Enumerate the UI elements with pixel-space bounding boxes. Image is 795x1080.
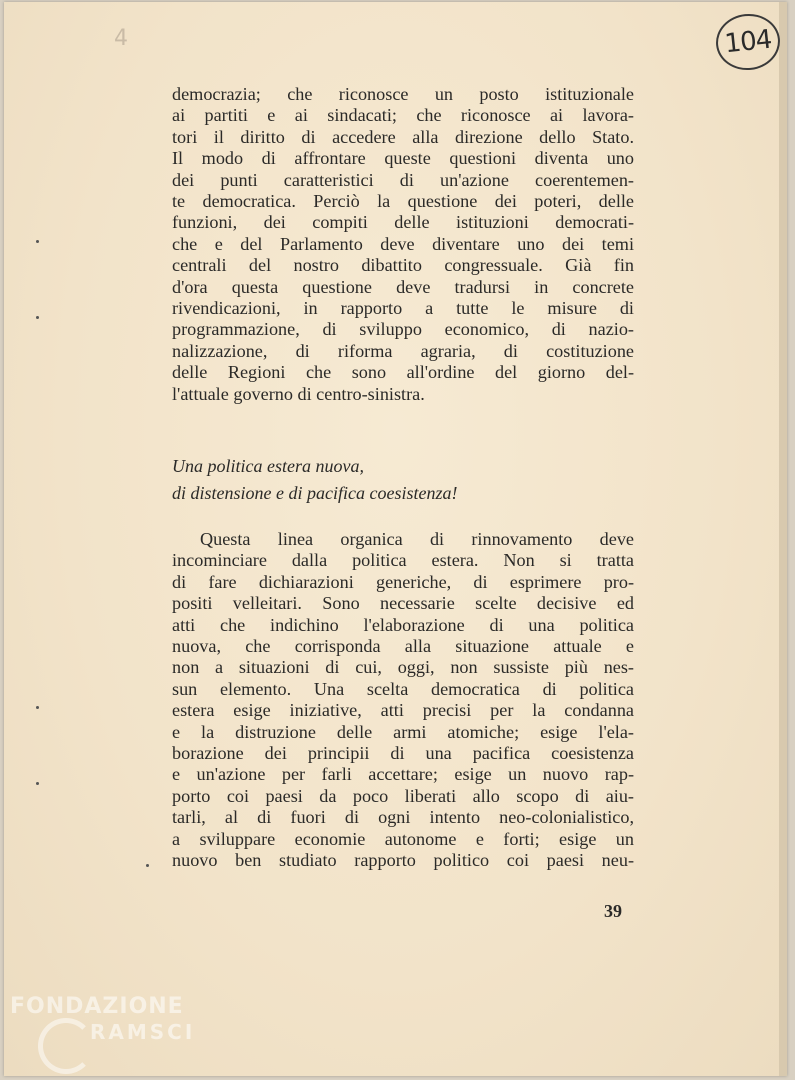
text-line: centrali del nostro dibattito congressuale. Già fin — [172, 255, 634, 276]
folio-number-circled: 104 — [713, 11, 783, 73]
text-line: te democratica. Perciò la questione dei poteri, delle — [172, 191, 634, 212]
text-line: estera esige iniziative, atti precisi per la condanna — [172, 700, 634, 721]
text-line: borazione dei principii di una pacifica coesistenza — [172, 743, 634, 764]
margin-dot — [146, 864, 149, 867]
text-line: tori il diritto di accedere alla direzione dello Stato. — [172, 126, 634, 147]
paragraph-foreign-policy — [172, 529, 634, 872]
page-edge-shadow — [779, 2, 787, 1076]
text-line: nuovo ben studiato rapporto politico coi paesi neu- — [172, 850, 634, 871]
text-line: nuova, che corrisponda alla situazione attuale e — [172, 636, 634, 657]
archive-watermark — [10, 994, 210, 1074]
text-line: dei punti caratteristici di un'azione coerentemen- — [172, 169, 634, 190]
text-line: ai partiti e ai sindacati; che riconosce ai lavora- — [172, 105, 634, 126]
text-line: delle Regioni che sono all'ordine del giorno del- — [172, 362, 634, 383]
text-line: positi velleitari. Sono necessarie scelte decisive ed — [172, 593, 634, 614]
margin-dot — [36, 316, 39, 319]
heading-line: Una politica estera nuova, — [172, 456, 364, 476]
text-line: non a situazioni di cui, oggi, non sussiste più nes- — [172, 657, 634, 678]
text-line: a sviluppare economie autonome e forti; esige un — [172, 828, 634, 849]
margin-dot — [36, 782, 39, 785]
text-line: l'attuale governo di centro-sinistra. — [172, 383, 425, 404]
text-line: di fare dichiarazioni generiche, di esprimere pro- — [172, 571, 634, 592]
margin-dot — [36, 240, 39, 243]
watermark-line: RAMSCI — [90, 1020, 196, 1044]
paragraph-democracy — [172, 84, 634, 405]
text-line: e la distruzione delle armi atomiche; esige l'ela- — [172, 721, 634, 742]
text-line: nalizzazione, di riforma agraria, di costituzione — [172, 340, 634, 361]
text-line: porto coi paesi da poco liberati allo scopo di aiu- — [172, 785, 634, 806]
text-line: programmazione, di sviluppo economico, di nazio- — [172, 319, 634, 340]
text-line: Il modo di affrontare queste questioni diventa uno — [172, 148, 634, 169]
margin-dot — [36, 706, 39, 709]
text-line: e un'azione per farli accettare; esige un nuovo rap- — [172, 764, 634, 785]
text-line: d'ora questa questione deve tradursi in concrete — [172, 276, 634, 297]
pencil-mark: 4 — [114, 26, 128, 51]
page-number: 39 — [604, 901, 622, 921]
text-line: rivendicazioni, in rapporto a tutte le misure di — [172, 298, 634, 319]
heading-line: di distensione e di pacifica coesistenza! — [172, 483, 458, 503]
text-line: atti che indichino l'elaborazione di una politica — [172, 614, 634, 635]
watermark-line: FONDAZIONE — [10, 994, 184, 1019]
text-line: sun elemento. Una scelta democratica di politica — [172, 678, 634, 699]
text-line: funzioni, dei compiti delle istituzioni democrati- — [172, 212, 634, 233]
text-line: che e del Parlamento deve diventare uno dei temi — [172, 233, 634, 254]
text-line: Questa linea organica di rinnovamento deve — [200, 529, 634, 549]
text-line: tarli, al di fuori di ogni intento neo-colonialistico, — [172, 807, 634, 828]
watermark-g-logo-icon — [38, 1018, 94, 1074]
document-page — [4, 2, 787, 1076]
text-line: incominciare dalla politica estera. Non si tratta — [172, 550, 634, 571]
text-line: democrazia; che riconosce un posto istituzionale — [172, 84, 634, 104]
section-heading — [172, 453, 457, 507]
